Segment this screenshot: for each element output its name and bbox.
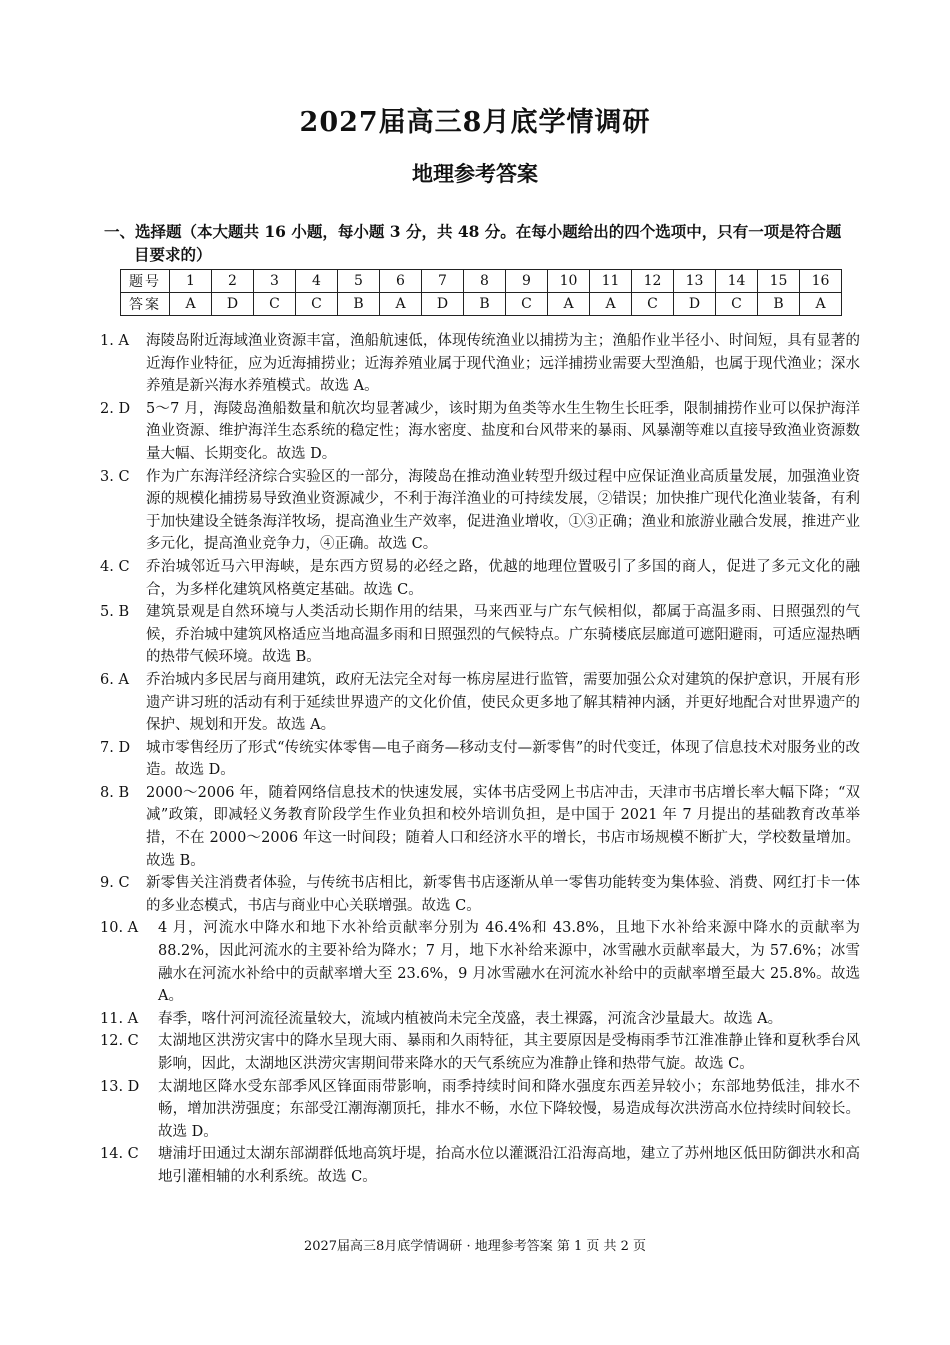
list-item bbox=[100, 330, 860, 398]
item-text: 作为广东海洋经济综合实验区的一部分，海陵岛在推动渔业转型升级过程中应保证渔业高质量发展，加强渔业资源的规模化捕捞易导致渔业资源减少，不利于海洋渔业的可持续发展，②错误；加快推广现代化渔业装备，有利于加快建设全链条海洋牧场，提高渔业生产效率，促进渔业增收，①③正确；渔业和旅游业融合发展，推进产业多元化，提高渔业竞争力，④正确。故选 C。 bbox=[146, 468, 860, 553]
answer-cell: A bbox=[380, 293, 422, 316]
question-number: 5 bbox=[338, 270, 380, 293]
item-text: 海陵岛附近海域渔业资源丰富，渔船航速低，体现传统渔业以捕捞为主；渔船作业半径小、时间短，具有显著的近海作业特征，应为近海捕捞业；近海养殖业属于现代渔业；远洋捕捞业需要大型渔船，也属于现代渔业；深水养殖是新兴海水养殖模式。故选 A。 bbox=[146, 333, 860, 395]
question-number: 7 bbox=[422, 270, 464, 293]
answer-cell: C bbox=[254, 293, 296, 316]
list-item bbox=[100, 601, 860, 669]
item-number: 6. A bbox=[100, 671, 129, 688]
item-number: 3. C bbox=[100, 468, 130, 485]
item-number: 1. A bbox=[100, 333, 129, 349]
list-item bbox=[100, 398, 860, 466]
item-text: 春季，喀什河河流径流量较大，流域内植被尚未完全茂盛，表土裸露，河流含沙量最大。故选 A。 bbox=[158, 1010, 783, 1027]
question-number: 3 bbox=[254, 270, 296, 293]
answer-cell: A bbox=[800, 293, 842, 316]
answer-cell: A bbox=[170, 293, 212, 316]
item-text: 4 月，河流水中降水和地下水补给贡献率分别为 46.4%和 43.8%，且地下水补给来源中降水的贡献率为 88.2%，因此河流水的主要补给为降水；7 月，地下水补给来源中，冰雪融水贡献率最大，为 57.6%；冰雪融水在河流水补给中的贡献率增大至 23.6%，9 月冰雪融水在河流水补给中的贡献率增至最大 25.8%。故选 A。 bbox=[158, 920, 860, 1005]
item-number: 11. A bbox=[100, 1010, 139, 1027]
question-number: 6 bbox=[380, 270, 422, 293]
section-heading bbox=[104, 220, 864, 266]
item-number: 9. C bbox=[100, 875, 130, 892]
item-text: 太湖地区洪涝灾害中的降水呈现大雨、暴雨和久雨特征，其主要原因是受梅雨季节江淮准静止锋和夏秋季台风影响，因此，太湖地区洪涝灾害期间带来降水的天气系统应为准静止锋和热带气旋。故选 C。 bbox=[158, 1033, 860, 1072]
section-heading-line-1: 一、选择题（本大题共 16 小题，每小题 3 分，共 48 分。在每小题给出的四个选项中，只有一项是符合题 bbox=[104, 222, 842, 241]
answer-cell: B bbox=[338, 293, 380, 316]
section-heading-line-2: 目要求的） bbox=[134, 245, 212, 264]
answer-cell: C bbox=[632, 293, 674, 316]
list-item bbox=[100, 1008, 860, 1031]
item-number: 8. B bbox=[100, 784, 130, 801]
list-item bbox=[100, 1076, 860, 1144]
item-text: 乔治城邻近马六甲海峡，是东西方贸易的必经之路，优越的地理位置吸引了多国的商人，促进了多元文化的融合，为多样化建筑风格奠定基础。故选 C。 bbox=[146, 558, 860, 598]
question-number: 4 bbox=[296, 270, 338, 293]
page-title: 2027届高三8月底学情调研 bbox=[299, 107, 651, 138]
answer-table-row-answers bbox=[121, 293, 842, 316]
question-number: 9 bbox=[506, 270, 548, 293]
question-number: 1 bbox=[170, 270, 212, 293]
item-number: 7. D bbox=[100, 739, 131, 756]
answer-cell: B bbox=[464, 293, 506, 316]
list-item bbox=[100, 1030, 860, 1075]
list-item bbox=[100, 737, 860, 782]
answer-cell: C bbox=[716, 293, 758, 316]
question-number: 10 bbox=[548, 270, 590, 293]
answer-table-label-number: 题号 bbox=[121, 270, 170, 293]
answer-cell: D bbox=[212, 293, 254, 316]
item-number: 2. D bbox=[100, 400, 131, 417]
list-item bbox=[100, 556, 860, 601]
answer-cell: A bbox=[548, 293, 590, 316]
explanation-list bbox=[100, 330, 860, 1189]
item-number: 13. D bbox=[100, 1078, 140, 1095]
question-number: 13 bbox=[674, 270, 716, 293]
question-number: 12 bbox=[632, 270, 674, 293]
list-item bbox=[100, 669, 860, 737]
page-footer: 2027届高三8月底学情调研 · 地理参考答案 第 1 页 共 2 页 bbox=[303, 1239, 647, 1254]
list-item bbox=[100, 917, 860, 1007]
item-text: 塘浦圩田通过太湖东部湖群低地高筑圩堤，抬高水位以灌溉沿江沿海高地，建立了苏州地区低田防御洪水和高地引灌相辅的水利系统。故选 C。 bbox=[158, 1146, 860, 1185]
answer-cell: D bbox=[674, 293, 716, 316]
question-number: 2 bbox=[212, 270, 254, 293]
item-number: 12. C bbox=[100, 1033, 139, 1050]
item-text: 太湖地区降水受东部季风区锋面雨带影响，雨季持续时间和降水强度东西差异较小；东部地势低洼，排水不畅，增加洪涝强度；东部受江潮海潮顶托，排水不畅，水位下降较慢，易造成每次洪涝高水位持续时间较长。故选 D。 bbox=[158, 1078, 860, 1140]
item-text: 新零售关注消费者体验，与传统书店相比，新零售书店逐渐从单一零售功能转变为集体验、消费、网红打卡一体的多业态模式，书店与商业中心关联增强。故选 C。 bbox=[146, 875, 860, 914]
answer-cell: D bbox=[422, 293, 464, 316]
question-number: 15 bbox=[758, 270, 800, 293]
list-item bbox=[100, 872, 860, 917]
item-number: 14. C bbox=[100, 1146, 139, 1163]
answer-cell: A bbox=[590, 293, 632, 316]
answer-table-row-numbers bbox=[121, 270, 842, 293]
page-subtitle: 地理参考答案 bbox=[412, 161, 538, 186]
question-number: 16 bbox=[800, 270, 842, 293]
item-number: 5. B bbox=[100, 604, 130, 621]
list-item bbox=[100, 782, 860, 872]
question-number: 11 bbox=[590, 270, 632, 293]
item-number: 4. C bbox=[100, 558, 130, 575]
answer-cell: B bbox=[758, 293, 800, 316]
item-text: 5～7 月，海陵岛渔船数量和航次均显著减少，该时期为鱼类等水生生物生长旺季，限制捕捞作业可以保护海洋渔业资源、维护海洋生态系统的稳定性；海水密度、盐度和台风带来的暴雨、风暴潮等难以直接导致渔业资源数量大幅、长期变化。故选 D。 bbox=[146, 400, 860, 462]
list-item bbox=[100, 466, 860, 556]
item-number: 10. A bbox=[100, 920, 139, 937]
list-item bbox=[100, 1143, 860, 1188]
answer-cell: C bbox=[506, 293, 548, 316]
item-text: 建筑景观是自然环境与人类活动长期作用的结果，马来西亚与广东气候相似，都属于高温多雨、日照强烈的气候，乔治城中建筑风格适应当地高温多雨和日照强烈的气候特点。广东骑楼底层廊道可遮阳避雨，可适应湿热晒的热带气候环境。故选 B。 bbox=[146, 604, 860, 666]
item-text: 乔治城内多民居与商用建筑，政府无法完全对每一栋房屋进行监管，需要加强公众对建筑的保护意识，开展有形遗产讲习班的活动有利于延续世界遗产的文化价值，使民众更多地了解其精神内涵，并更好地配合对世界遗产的保护、规划和开发。故选 A。 bbox=[146, 671, 860, 734]
item-text: 城市零售经历了形式“传统实体零售—电子商务—移动支付—新零售”的时代变迁，体现了信息技术对服务业的改造。故选 D。 bbox=[146, 739, 860, 779]
item-text: 2000～2006 年，随着网络信息技术的快速发展，实体书店受网上书店冲击，天津市书店增长率大幅下降；“双减”政策，即减轻义务教育阶段学生作业负担和校外培训负担，是中国于 2021 年 7 月提出的基础教育改革举措，不在 2000～2006 年这一时间段；随着人口和经济水平的增长，书店市场规模不断扩大，学校数量增加。故选 B。 bbox=[146, 784, 860, 869]
answer-table-label-answer: 答案 bbox=[121, 293, 170, 316]
question-number: 14 bbox=[716, 270, 758, 293]
answer-cell: C bbox=[296, 293, 338, 316]
question-number: 8 bbox=[464, 270, 506, 293]
answer-table bbox=[120, 269, 842, 316]
